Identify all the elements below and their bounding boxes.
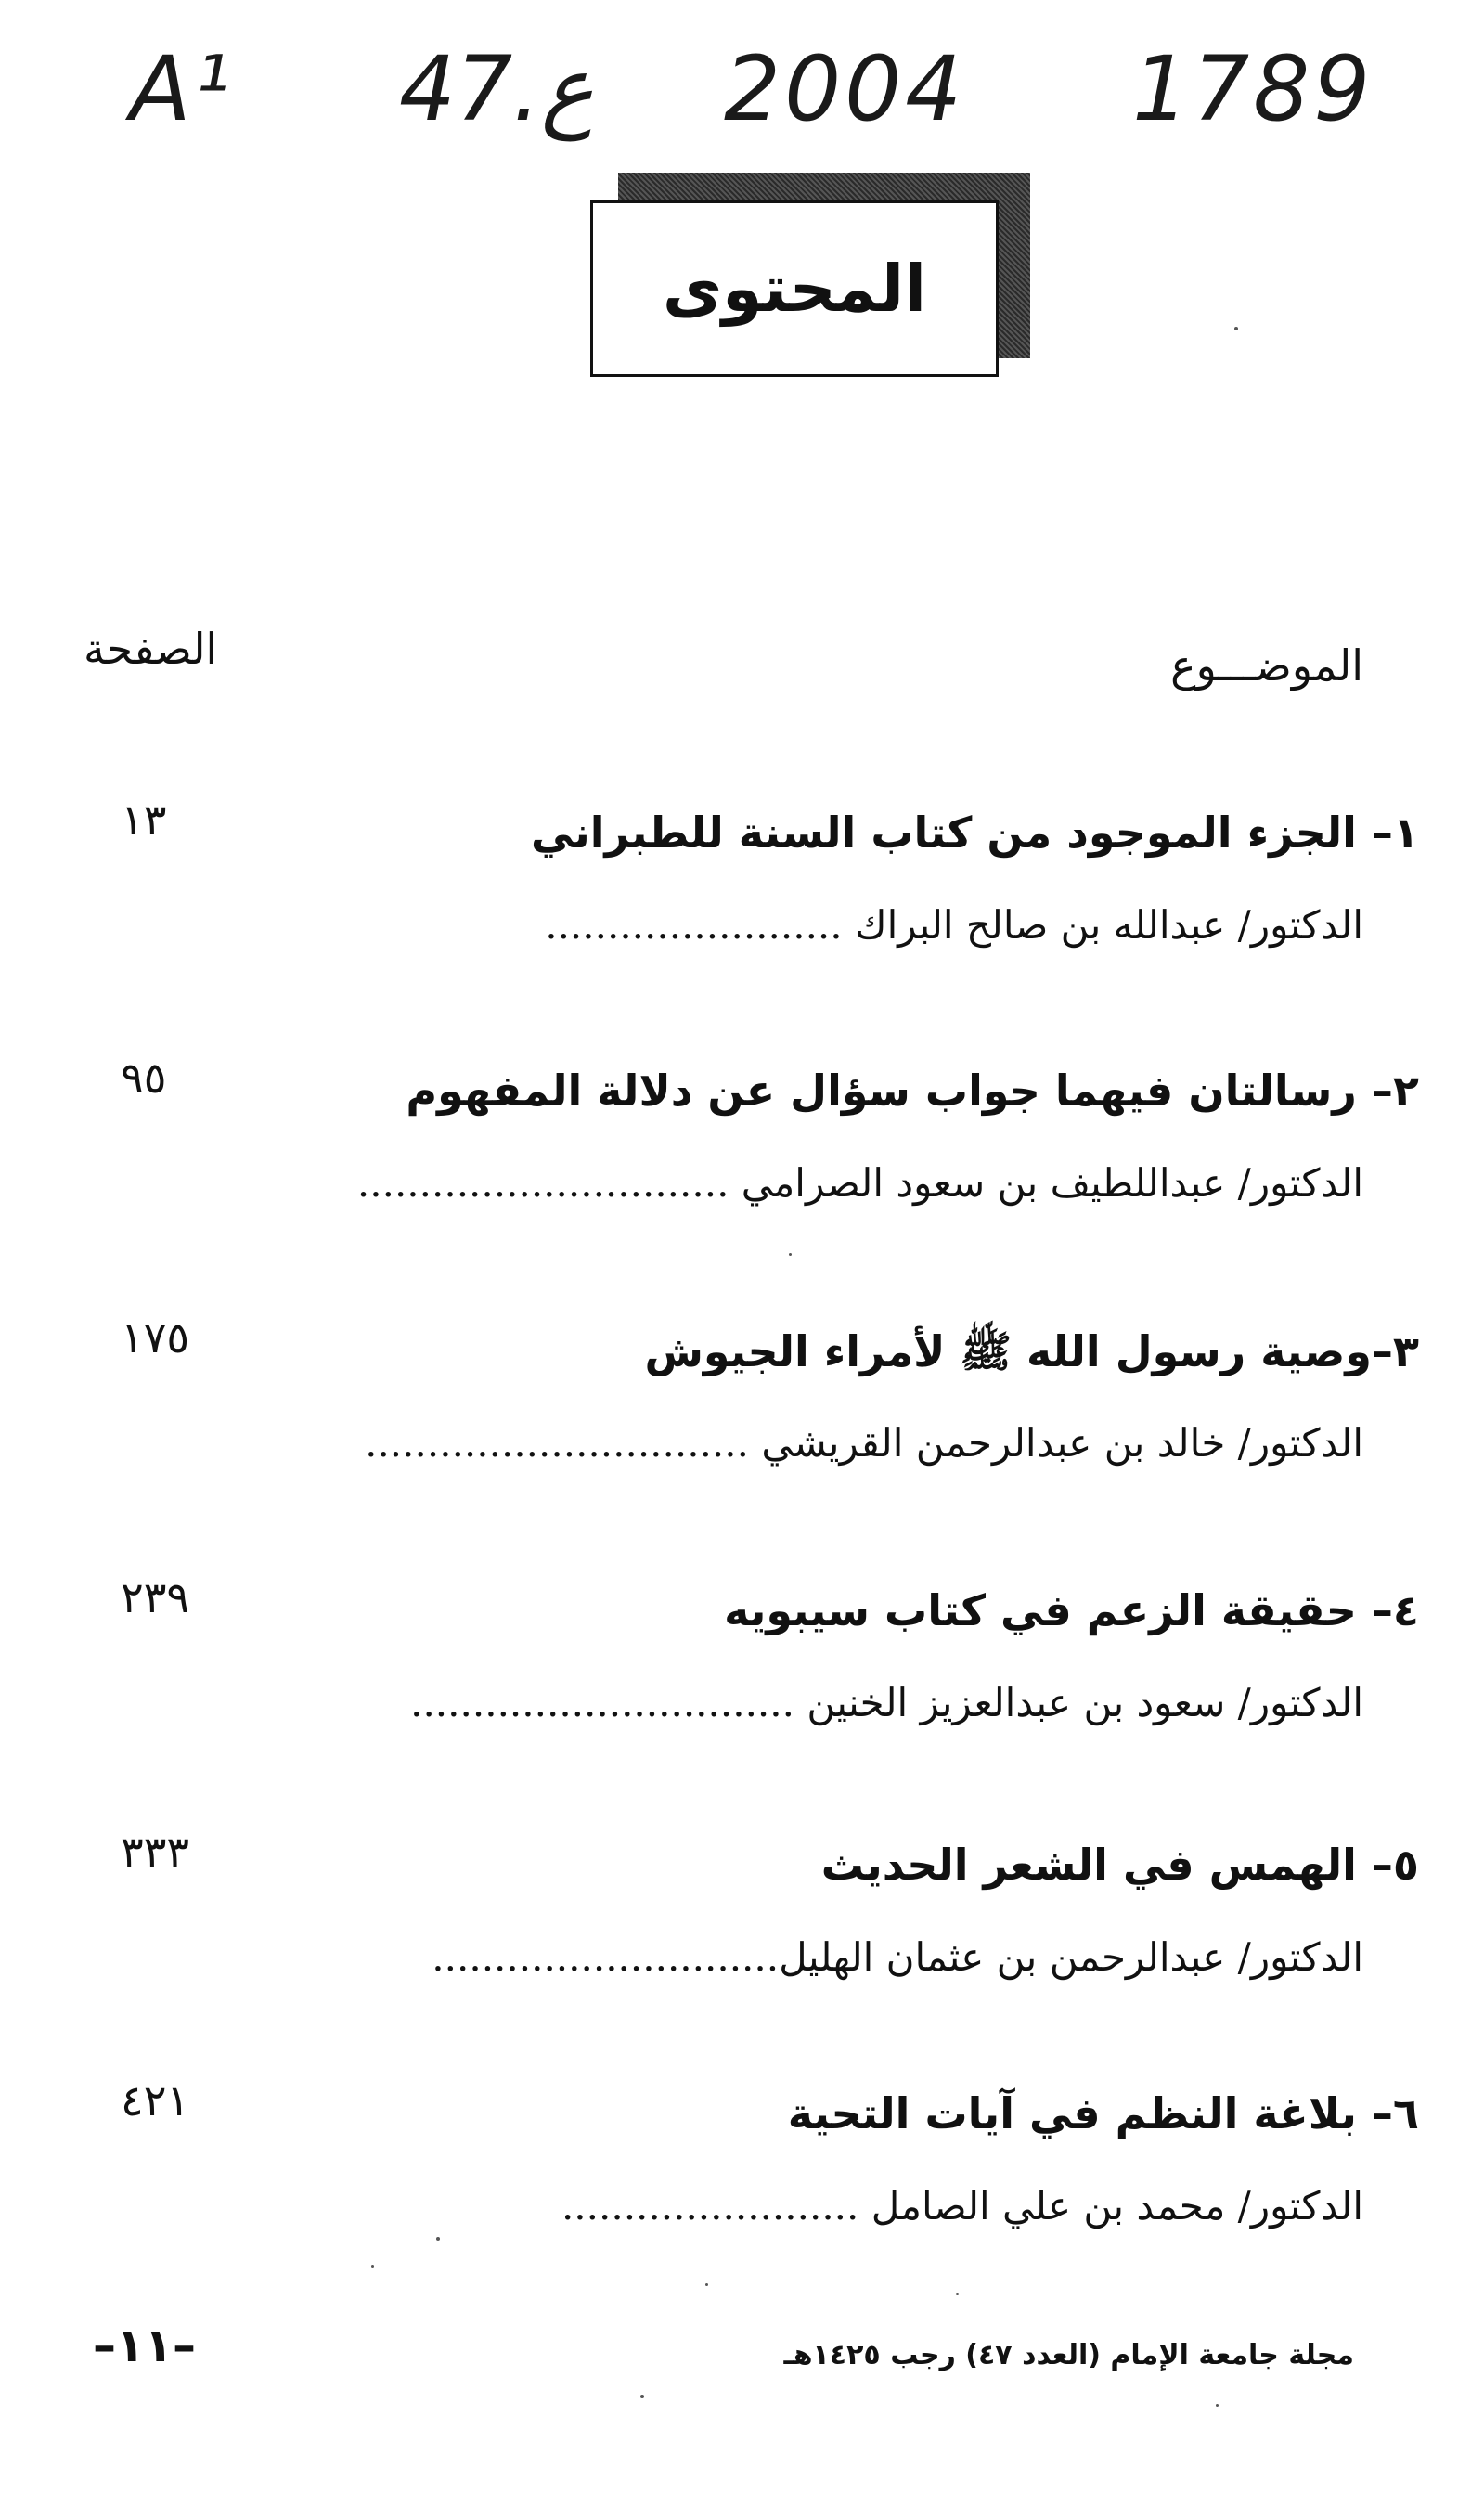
scan-speck bbox=[705, 2283, 708, 2286]
entry-title: ٦– بلاغة النظم في آيات التحية bbox=[787, 2088, 1419, 2139]
handwritten-catalog-note bbox=[121, 28, 1439, 158]
entry-title: ١– الجزء الموجود من كتاب السنة للطبراني bbox=[530, 808, 1419, 858]
entry-author: الدكتور/ محمد بن علي الصامل ........................ bbox=[561, 2183, 1363, 2229]
scan-speck bbox=[1234, 327, 1238, 330]
entry-page-number: ٩٥ bbox=[121, 1053, 167, 1103]
handwritten-note-part: A¹ bbox=[130, 37, 235, 141]
entry-author: الدكتور/ خالد بن عبدالرحمن القريشي ............................... bbox=[365, 1420, 1363, 1466]
page-title: المحتوى bbox=[662, 251, 927, 327]
footer-page-number: –١١– bbox=[93, 2319, 197, 2372]
toc-entry bbox=[0, 1312, 1484, 1567]
handwritten-note-part: 47.ع bbox=[399, 37, 594, 141]
toc-entry bbox=[0, 1053, 1484, 1307]
entry-page-number: ٣٣٣ bbox=[121, 1827, 190, 1877]
scan-speck bbox=[1216, 2404, 1219, 2407]
entry-title: ٣–وصية رسول الله ﷺ لأمراء الجيوش bbox=[644, 1326, 1419, 1376]
scan-speck bbox=[436, 2237, 440, 2241]
entry-author: الدكتور/ عبداللطيف بن سعود الصرامي .............................. bbox=[356, 1160, 1363, 1206]
topic-column-header: الموضـــوع bbox=[1170, 640, 1363, 691]
entry-author: الدكتور/ عبدالله بن صالح البراك ........................ bbox=[545, 902, 1363, 948]
title-box bbox=[590, 200, 999, 377]
entry-author: الدكتور/ عبدالرحمن بن عثمان الهليل............................ bbox=[432, 1934, 1363, 1980]
scan-speck bbox=[371, 2265, 374, 2268]
entry-title: ٤– حقيقة الزعم في كتاب سيبويه bbox=[724, 1585, 1419, 1635]
toc-entry bbox=[0, 2075, 1484, 2330]
scan-speck bbox=[640, 2395, 644, 2398]
scan-speck bbox=[956, 2293, 959, 2295]
scan-speck bbox=[789, 1253, 792, 1256]
entry-title: ٥– الهمس في الشعر الحديث bbox=[820, 1840, 1419, 1890]
entry-page-number: ٢٣٩ bbox=[121, 1572, 190, 1622]
entry-page-number: ١٧٥ bbox=[121, 1312, 190, 1363]
title-frame bbox=[590, 182, 1017, 384]
entry-title: ٢– رسالتان فيهما جواب سؤال عن دلالة المفهوم bbox=[406, 1066, 1419, 1116]
entry-page-number: ١٣ bbox=[121, 795, 167, 845]
handwritten-note-part: 1789 bbox=[1132, 37, 1374, 141]
toc-entry bbox=[0, 1827, 1484, 2081]
toc-entry bbox=[0, 795, 1484, 1049]
toc-entry bbox=[0, 1572, 1484, 1827]
entry-author: الدكتور/ سعود بن عبدالعزيز الخنين ............................... bbox=[410, 1680, 1363, 1725]
handwritten-note-part: 2004 bbox=[724, 37, 966, 141]
footer-journal-citation: مجلة جامعة الإمام (العدد ٤٧) رجب ١٤٢٥هـ bbox=[783, 2339, 1354, 2371]
entry-page-number: ٤٢١ bbox=[121, 2075, 190, 2126]
page-column-header: الصفحة bbox=[84, 624, 218, 674]
